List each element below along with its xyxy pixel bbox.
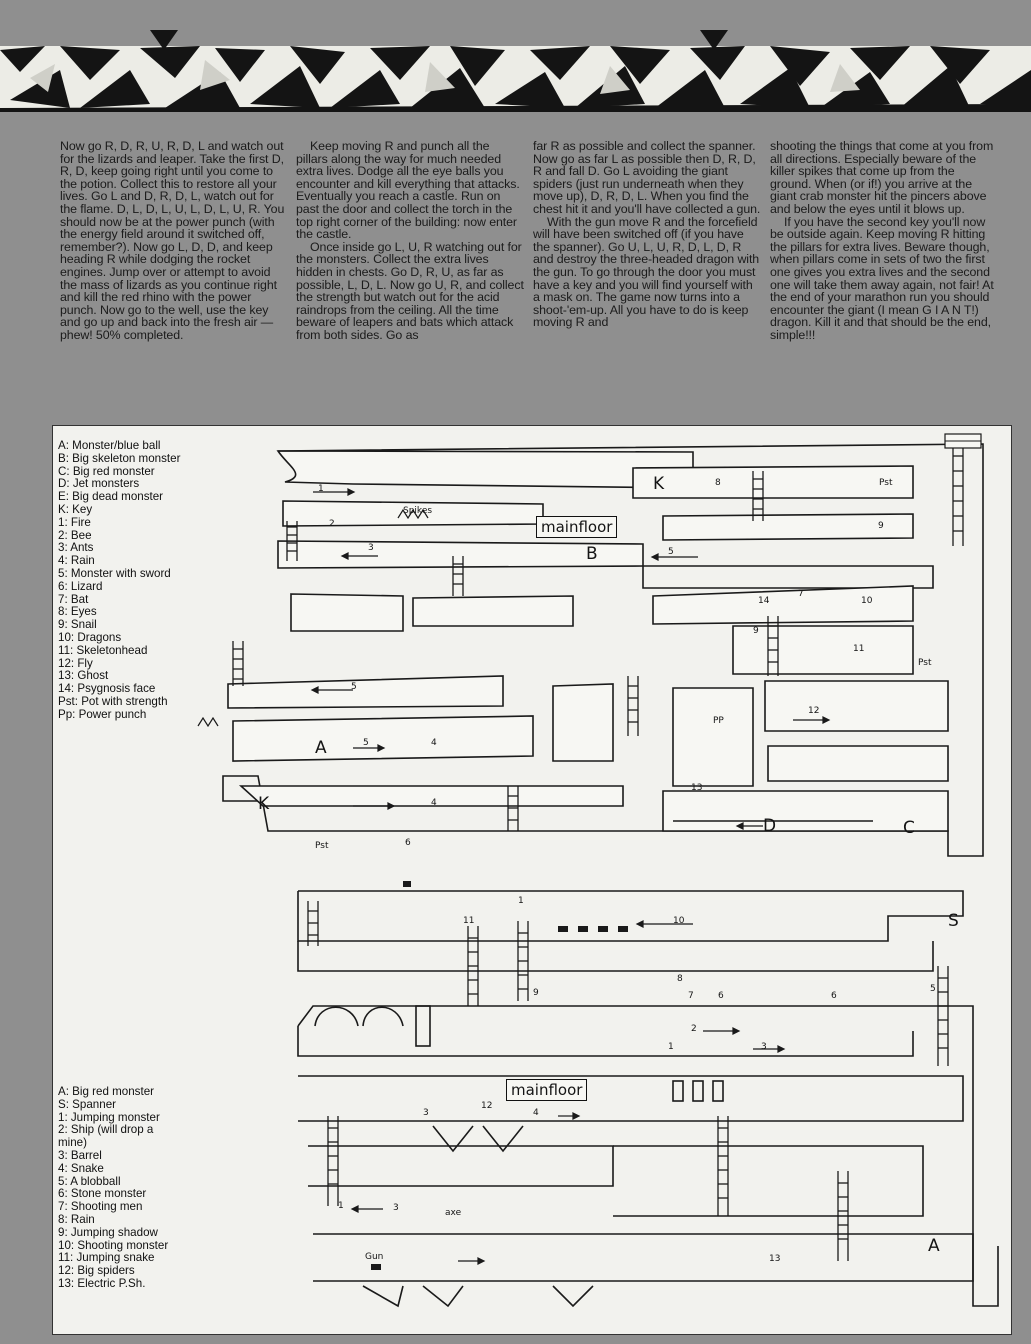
map-marker-d: D bbox=[763, 816, 777, 836]
map-marker-b: B bbox=[586, 544, 598, 564]
map-number: 9 bbox=[753, 626, 759, 636]
legend-item: B: Big skeleton monster bbox=[58, 451, 181, 465]
map-number: 8 bbox=[715, 478, 721, 488]
map-number: 5 bbox=[363, 738, 369, 748]
legend-item: K: Key bbox=[58, 502, 93, 516]
article-paragraph: Now go R, D, R, U, R, D, L and watch out for the lizards and leaper. Take the first D, R, D, keep going right until you come to the potion. Collect this to restore all your lives. Go L and D, R, D, L, watch out for the flame. D, L, D, L, U, L, D, L, U, R. You should now be at the power punch (with the energy field around it switched off, remember?). Now go L, D, D, and keep heading R while dodging the rocket engines. Jump over or attempt to avoid the mass of lizards as you continue right and kill the red rhino with the power punch. Now go to the well, use the key and go up and back into the fresh air — phew! 50% completed. bbox=[60, 139, 285, 342]
map-number: 1 bbox=[338, 1201, 344, 1211]
map-number: 2 bbox=[691, 1024, 697, 1034]
legend-item: Pp: Power punch bbox=[58, 707, 147, 721]
map-marker-a-lower: A bbox=[928, 1236, 940, 1256]
legend-item: 1: Fire bbox=[58, 515, 91, 529]
map-number: 13 bbox=[769, 1254, 781, 1264]
legend-item: E: Big dead monster bbox=[58, 490, 164, 504]
spikes-label: Spikes bbox=[403, 506, 433, 516]
article-column-3 bbox=[533, 140, 761, 329]
article-paragraph: If you have the second key you'll now be outside again. Keep moving R hitting the pillars for extra lives. Beware though, when pillars come in sets of two the first one gives you extra lives and the second one will take them away again, not fair! At the end of your marathon run you should encounter the giant (I mean G I A N T!) dragon. Kill it and that should be the end, simple!!! bbox=[770, 214, 994, 342]
map-number: 9 bbox=[533, 988, 539, 998]
map-number: 11 bbox=[463, 916, 475, 926]
legend-item: 13: Electric P.Sh. bbox=[58, 1276, 146, 1290]
legend-item: 9: Snail bbox=[58, 618, 97, 632]
article-paragraph: shooting the things that come at you from all directions. Especially beware of the killer spikes that come up from the ground. When (or if!) you arrive at the giant crab monster hit the pincers above and below the eyes until it blows up. bbox=[770, 139, 994, 216]
map-number: 6 bbox=[718, 991, 724, 1001]
map-number: 1 bbox=[318, 484, 324, 494]
map-number: 5 bbox=[668, 547, 674, 557]
legend-item: 10: Dragons bbox=[58, 630, 122, 644]
legend-item: 8: Eyes bbox=[58, 605, 97, 619]
mainfloor-label-upper: mainfloor bbox=[536, 516, 617, 538]
legend-item: 5: Monster with sword bbox=[58, 566, 171, 580]
legend-upper-map bbox=[58, 440, 233, 722]
map-number: 5 bbox=[930, 984, 936, 994]
article-paragraph: With the gun move R and the forcefield will have been switched off (if you have the spanner). Go U, L, U, R, D, L, D, R and destroy the three-headed dragon with the gun. To go through the door you must have a key and you will find yourself with a mask on. The game now turns into a shoot-'em-up. All you have to do is keep moving R and bbox=[533, 214, 760, 330]
pst-label: Pst bbox=[315, 841, 329, 851]
article-paragraph: Once inside go L, U, R watching out for the monsters. Collect the extra lives hidden in chests. Go D, R, U, as far as possible, L, D, L. Now go U, R, and collect the strength but watch out for the acid raindrops from the ceiling. All the time beware of leapers and bats which attack from both sides. Go as bbox=[296, 239, 524, 342]
map-number: 10 bbox=[861, 596, 873, 606]
legend-item: 3: Ants bbox=[58, 541, 94, 555]
map-number: 6 bbox=[405, 838, 411, 848]
map-number: 1 bbox=[518, 896, 524, 906]
map-number: 4 bbox=[533, 1108, 539, 1118]
article-paragraph: Keep moving R and punch all the pillars along the way for much needed extra lives. Dodge all the eye balls you encounter and kill everything that attacks. Eventually you reach a castle. Run on past the door and collect the torch in the top right corner of the building: now enter the castle. bbox=[296, 139, 520, 242]
legend-item: 14: Psygnosis face bbox=[58, 682, 156, 696]
legend-item: 13: Ghost bbox=[58, 669, 109, 683]
article-column-4 bbox=[770, 140, 998, 342]
axe-label: axe bbox=[445, 1208, 462, 1218]
legend-item: 8: Rain bbox=[58, 1212, 95, 1226]
map-number: 4 bbox=[431, 738, 437, 748]
legend-item: 9: Jumping shadow bbox=[58, 1225, 158, 1239]
mainfloor-label-lower: mainfloor bbox=[506, 1079, 587, 1101]
legend-item: 4: Rain bbox=[58, 554, 95, 568]
legend-item: 11: Skeletonhead bbox=[58, 643, 148, 657]
legend-item: 7: Shooting men bbox=[58, 1200, 143, 1214]
legend-item: 1: Jumping monster bbox=[58, 1110, 160, 1124]
map-marker-a-upper: A bbox=[315, 738, 327, 758]
map-number: 1 bbox=[668, 1042, 674, 1052]
legend-item: 12: Big spiders bbox=[58, 1264, 135, 1278]
legend-item: 6: Lizard bbox=[58, 579, 103, 593]
legend-item: C: Big red monster bbox=[58, 464, 155, 478]
map-marker-c: C bbox=[903, 818, 915, 838]
decorative-zigzag-banner bbox=[0, 0, 1031, 125]
article-column-2 bbox=[296, 140, 524, 342]
legend-item: 2: Ship (will drop a mine) bbox=[58, 1123, 154, 1150]
map-number: 9 bbox=[878, 521, 884, 531]
article-column-1 bbox=[60, 140, 288, 342]
power-punch-label: PP bbox=[713, 716, 724, 726]
pst-label: Pst bbox=[918, 658, 932, 668]
map-number: 3 bbox=[368, 543, 374, 553]
legend-item: 3: Barrel bbox=[58, 1148, 102, 1162]
map-number: 2 bbox=[329, 519, 335, 529]
legend-item: 6: Stone monster bbox=[58, 1187, 147, 1201]
map-number: 12 bbox=[808, 706, 820, 716]
pst-label: Pst bbox=[879, 478, 893, 488]
legend-item: 12: Fly bbox=[58, 656, 93, 670]
map-number: 3 bbox=[393, 1203, 399, 1213]
legend-item: 7: Bat bbox=[58, 592, 89, 606]
legend-lower-map bbox=[58, 1086, 183, 1291]
legend-item: S: Spanner bbox=[58, 1097, 117, 1111]
legend-item: 2: Bee bbox=[58, 528, 92, 542]
legend-item: 4: Snake bbox=[58, 1161, 104, 1175]
map-number: 3 bbox=[423, 1108, 429, 1118]
map-marker-k-top: K bbox=[653, 474, 665, 494]
map-number: 13 bbox=[691, 783, 703, 793]
legend-item: D: Jet monsters bbox=[58, 477, 140, 491]
article-paragraph: far R as possible and collect the spanner. Now go as far L as possible then D, R, D, R and fall D. Go L avoiding the giant spiders (just run underneath when they move up), D, R, D, L. When you find the chest hit it and you'll have collected a gun. bbox=[533, 139, 761, 216]
map-number: 10 bbox=[673, 916, 685, 926]
map-number: 3 bbox=[761, 1042, 767, 1052]
legend-item: Pst: Pot with strength bbox=[58, 694, 168, 708]
map-marker-s: S bbox=[948, 911, 959, 931]
legend-item: A: Monster/blue ball bbox=[58, 439, 161, 452]
gun-label: Gun bbox=[365, 1252, 384, 1262]
map-number: 14 bbox=[758, 596, 770, 606]
map-number: 8 bbox=[677, 974, 683, 984]
map-number: 4 bbox=[431, 798, 437, 808]
game-map bbox=[52, 425, 1012, 1335]
map-number: 11 bbox=[853, 644, 865, 654]
legend-item: A: Big red monster bbox=[58, 1085, 155, 1098]
map-number: 7 bbox=[798, 589, 804, 599]
article-text bbox=[60, 140, 1020, 410]
map-number: 5 bbox=[351, 682, 357, 692]
map-number: 12 bbox=[481, 1101, 493, 1111]
legend-item: 10: Shooting monster bbox=[58, 1238, 169, 1252]
map-number: 6 bbox=[831, 991, 837, 1001]
map-number: 7 bbox=[688, 991, 694, 1001]
legend-item: 5: A blobball bbox=[58, 1174, 121, 1188]
map-marker-k-left: K bbox=[258, 794, 270, 814]
legend-item: 11: Jumping snake bbox=[58, 1251, 155, 1265]
